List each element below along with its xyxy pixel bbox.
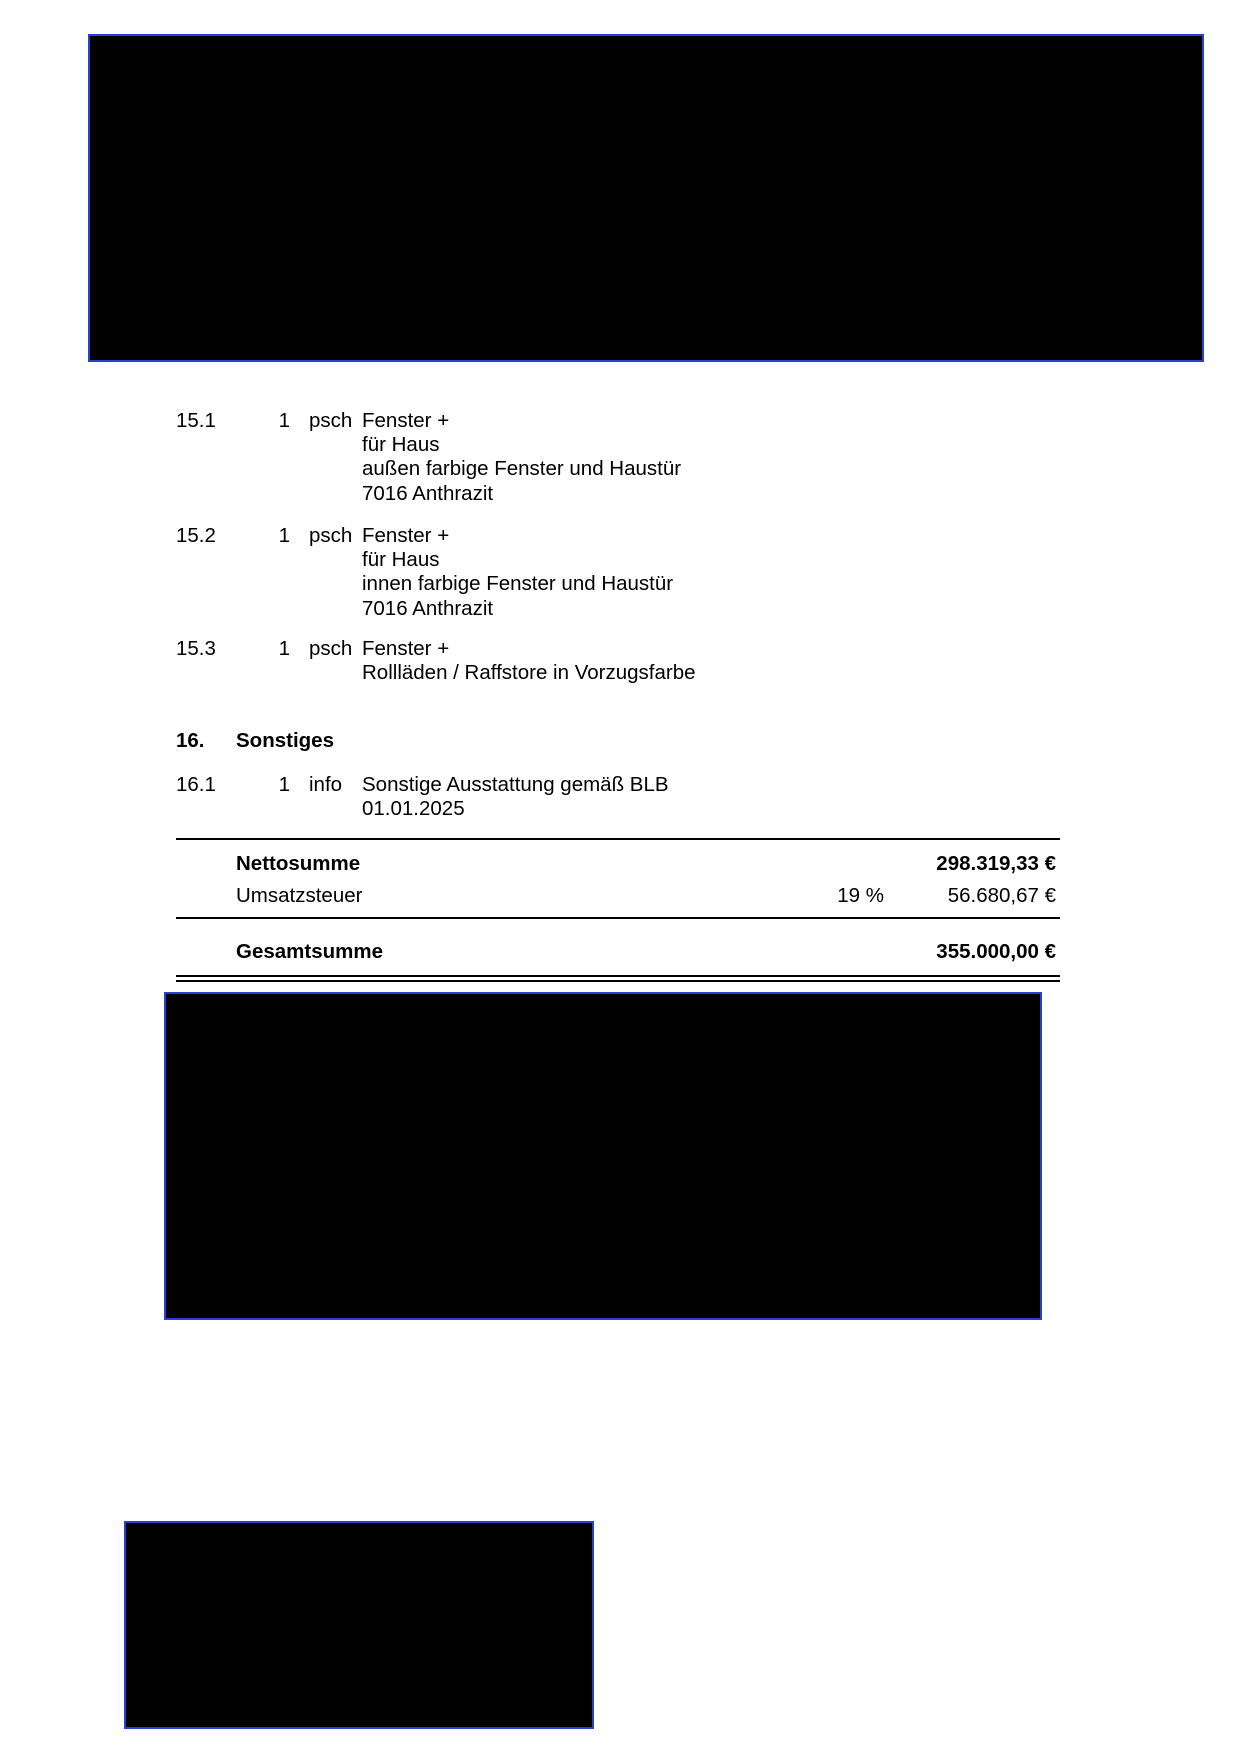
item-15-3-position: 15.3 — [176, 637, 216, 660]
gross-total-value: 355.000,00 € — [936, 940, 1056, 963]
net-total-value: 298.319,33 € — [936, 852, 1056, 875]
item-15-2-quantity: 1 — [278, 524, 290, 547]
totals-top-rule — [176, 838, 1060, 840]
vat-rate: 19 % — [837, 884, 884, 907]
net-total-label: Nettosumme — [236, 852, 361, 875]
item-15-1-description-line: außen farbige Fenster und Haustür — [362, 457, 682, 480]
totals-double-rule-upper — [176, 975, 1060, 977]
item-16-1-position: 16.1 — [176, 773, 216, 796]
section-title: Sonstiges — [236, 729, 334, 752]
item-15-2-description-line: Fenster + — [362, 524, 450, 547]
item-15-3-unit: psch — [309, 637, 353, 660]
redacted-header-block — [88, 34, 1204, 362]
gross-total-label: Gesamtsumme — [236, 940, 383, 963]
item-15-2-description-line: für Haus — [362, 548, 440, 571]
item-15-2-position: 15.2 — [176, 524, 216, 547]
item-15-2-description-line: innen farbige Fenster und Haustür — [362, 572, 674, 595]
item-15-1-description-line: für Haus — [362, 433, 440, 456]
item-16-1-description-line: 01.01.2025 — [362, 797, 465, 820]
item-15-1-position: 15.1 — [176, 409, 216, 432]
item-16-1-description-line: Sonstige Ausstattung gemäß BLB — [362, 773, 669, 796]
redacted-bottom-block — [124, 1521, 594, 1729]
item-15-1-description-line: 7016 Anthrazit — [362, 482, 494, 505]
item-15-3-quantity: 1 — [278, 637, 290, 660]
redacted-middle-block — [164, 992, 1042, 1320]
item-16-1-unit: info — [309, 773, 343, 796]
item-15-1-description-line: Fenster + — [362, 409, 450, 432]
item-15-2-unit: psch — [309, 524, 353, 547]
vat-label: Umsatzsteuer — [236, 884, 363, 907]
item-15-1-quantity: 1 — [278, 409, 290, 432]
item-16-1-quantity: 1 — [278, 773, 290, 796]
totals-double-rule-lower — [176, 980, 1060, 982]
item-15-3-description-line: Rollläden / Raffstore in Vorzugsfarbe — [362, 661, 696, 684]
totals-middle-rule — [176, 917, 1060, 919]
section-number: 16. — [176, 729, 205, 752]
item-15-1-unit: psch — [309, 409, 353, 432]
vat-value: 56.680,67 € — [947, 884, 1056, 907]
item-15-3-description-line: Fenster + — [362, 637, 450, 660]
item-15-2-description-line: 7016 Anthrazit — [362, 597, 494, 620]
